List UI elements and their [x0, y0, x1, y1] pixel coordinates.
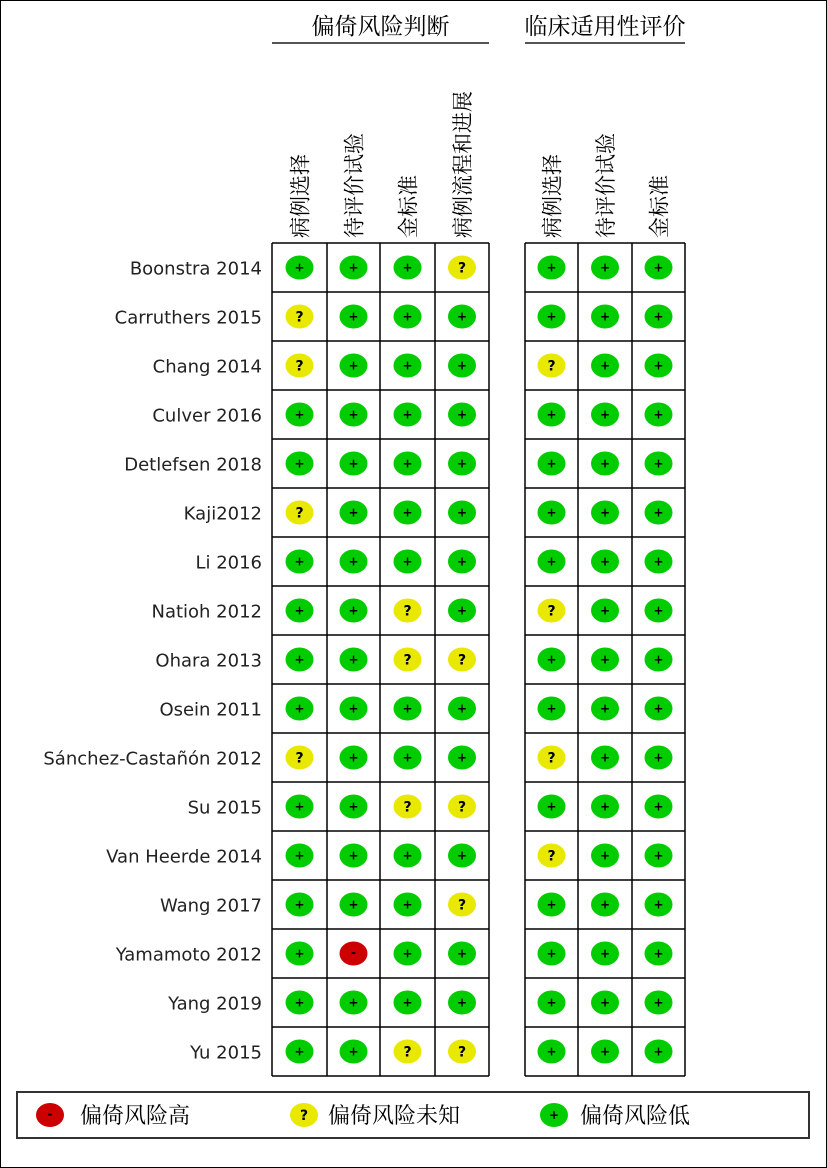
cell-1-0-2-symbol: + — [402, 309, 413, 324]
column-header-0-2: 金标准 — [396, 175, 421, 238]
cell-4-0-3-symbol: + — [456, 456, 468, 471]
cell-14-1-0-symbol: + — [546, 946, 557, 961]
column-header-1-0: 病例选择 — [540, 154, 565, 238]
legend-high-symbol: - — [47, 1107, 53, 1121]
column-header-1-1: 待评价试验 — [594, 133, 618, 238]
study-label: Su 2015 — [187, 797, 262, 819]
cell-1-0-1-symbol: + — [348, 309, 359, 324]
cell-16-1-0-symbol: + — [546, 1044, 557, 1059]
study-label: Li 2016 — [195, 552, 262, 574]
study-label: Wang 2017 — [159, 895, 262, 917]
cell-5-0-1-symbol: + — [348, 505, 359, 520]
column-header-0-3: 病例流程和进展 — [451, 91, 475, 238]
cell-16-1-1-symbol: + — [599, 1044, 611, 1059]
cell-7-0-0-symbol: + — [294, 603, 305, 618]
cell-14-0-3-symbol: + — [456, 946, 468, 961]
cell-1-1-1-symbol: + — [599, 309, 611, 324]
study-label: Detlefsen 2018 — [124, 454, 262, 476]
cell-0-1-1-symbol: + — [599, 260, 611, 275]
cell-3-1-0-symbol: + — [546, 407, 557, 422]
cell-3-1-1-symbol: + — [599, 407, 611, 422]
cell-2-0-0-symbol: ? — [295, 358, 304, 375]
cell-9-0-3-symbol: + — [456, 701, 468, 716]
cell-6-1-2-symbol: + — [653, 554, 664, 569]
cell-5-1-0-symbol: + — [546, 505, 557, 520]
cell-3-0-1-symbol: + — [348, 407, 359, 422]
cell-9-1-1-symbol: + — [599, 701, 611, 716]
cell-5-0-0-symbol: ? — [295, 505, 304, 522]
cell-3-0-3-symbol: + — [456, 407, 468, 422]
cell-7-1-2-symbol: + — [653, 603, 664, 618]
cell-9-0-2-symbol: + — [402, 701, 413, 716]
cell-10-0-1-symbol: + — [348, 750, 359, 765]
cell-13-0-3-symbol: ? — [457, 897, 467, 914]
cell-6-0-2-symbol: + — [402, 554, 413, 569]
cell-4-1-1-symbol: + — [599, 456, 611, 471]
cell-0-0-1-symbol: + — [348, 260, 359, 275]
legend-unclear-symbol: ? — [299, 1108, 309, 1124]
cell-12-0-1-symbol: + — [348, 848, 359, 863]
cell-10-0-3-symbol: + — [456, 750, 468, 765]
study-label: Yu 2015 — [190, 1042, 262, 1064]
cell-11-1-0-symbol: + — [546, 799, 557, 814]
cell-8-1-1-symbol: + — [599, 652, 611, 667]
cell-2-0-2-symbol: + — [402, 358, 413, 373]
cell-12-0-3-symbol: + — [456, 848, 468, 863]
cell-7-0-2-symbol: ? — [403, 603, 412, 620]
cell-4-0-1-symbol: + — [348, 456, 359, 471]
cell-8-0-2-symbol: ? — [403, 652, 412, 669]
cell-10-1-0-symbol: ? — [547, 750, 556, 767]
cell-1-0-0-symbol: ? — [295, 309, 304, 326]
legend-label-unclear: 偏倚风险未知 — [328, 1104, 461, 1129]
cell-7-0-1-symbol: + — [348, 603, 359, 618]
column-header-0-0: 病例选择 — [288, 154, 313, 238]
cell-15-0-0-symbol: + — [294, 995, 305, 1010]
cell-3-1-2-symbol: + — [653, 407, 664, 422]
cell-14-0-2-symbol: + — [402, 946, 413, 961]
cell-11-1-1-symbol: + — [599, 799, 611, 814]
cell-8-1-2-symbol: + — [653, 652, 664, 667]
cell-11-1-2-symbol: + — [653, 799, 664, 814]
cell-15-0-1-symbol: + — [348, 995, 359, 1010]
study-label: Van Heerde 2014 — [106, 846, 262, 868]
cell-15-0-2-symbol: + — [402, 995, 413, 1010]
cell-8-0-1-symbol: + — [348, 652, 359, 667]
cell-12-0-0-symbol: + — [294, 848, 305, 863]
cell-14-0-0-symbol: + — [294, 946, 305, 961]
column-header-0-1: 待评价试验 — [342, 133, 367, 238]
cell-16-0-3-symbol: ? — [457, 1044, 467, 1061]
study-label: Kaji2012 — [183, 503, 262, 525]
cell-2-1-1-symbol: + — [599, 358, 611, 373]
cell-8-0-0-symbol: + — [294, 652, 305, 667]
cell-6-0-1-symbol: + — [348, 554, 359, 569]
legend-label-low: 偏倚风险低 — [580, 1104, 691, 1129]
cell-16-0-1-symbol: + — [348, 1044, 359, 1059]
cell-15-1-1-symbol: + — [599, 995, 611, 1010]
cell-11-0-1-symbol: + — [348, 799, 359, 814]
study-label: Culver 2016 — [152, 405, 262, 427]
cell-0-0-2-symbol: + — [402, 260, 413, 275]
cell-12-1-0-symbol: ? — [547, 848, 556, 865]
cell-16-0-0-symbol: + — [294, 1044, 305, 1059]
cell-7-1-1-symbol: + — [599, 603, 611, 618]
cell-5-0-3-symbol: + — [456, 505, 468, 520]
cell-8-1-0-symbol: + — [546, 652, 557, 667]
cell-2-1-2-symbol: + — [653, 358, 664, 373]
cell-7-0-3-symbol: + — [456, 603, 468, 618]
cell-10-1-2-symbol: + — [653, 750, 664, 765]
study-label: Ohara 2013 — [155, 650, 262, 672]
cell-4-0-2-symbol: + — [402, 456, 413, 471]
group-title-0: 偏倚风险判断 — [311, 14, 450, 40]
cell-15-1-0-symbol: + — [546, 995, 557, 1010]
cell-4-0-0-symbol: + — [294, 456, 305, 471]
cell-11-0-2-symbol: ? — [403, 799, 412, 816]
cell-6-0-3-symbol: + — [456, 554, 468, 569]
cell-9-0-1-symbol: + — [348, 701, 359, 716]
cell-1-1-2-symbol: + — [653, 309, 664, 324]
column-header-1-2: 金标准 — [647, 175, 672, 238]
cell-16-0-2-symbol: ? — [403, 1044, 412, 1061]
study-label: Carruthers 2015 — [114, 307, 262, 329]
study-label: Boonstra 2014 — [129, 258, 262, 280]
cell-0-0-3-symbol: ? — [457, 260, 467, 277]
cell-6-0-0-symbol: + — [294, 554, 305, 569]
cell-13-0-0-symbol: + — [294, 897, 305, 912]
cell-16-1-2-symbol: + — [653, 1044, 664, 1059]
cell-12-0-2-symbol: + — [402, 848, 413, 863]
cell-1-1-0-symbol: + — [546, 309, 557, 324]
cell-3-0-0-symbol: + — [294, 407, 305, 422]
study-label: Osein 2011 — [159, 699, 262, 721]
legend-low-symbol: + — [548, 1108, 560, 1122]
study-label: Natioh 2012 — [151, 601, 262, 623]
cell-8-0-3-symbol: ? — [457, 652, 467, 669]
cell-5-1-1-symbol: + — [599, 505, 611, 520]
cell-14-1-1-symbol: + — [599, 946, 611, 961]
cell-6-1-1-symbol: + — [599, 554, 611, 569]
cell-6-1-0-symbol: + — [546, 554, 557, 569]
cell-11-0-0-symbol: + — [294, 799, 305, 814]
cell-13-1-1-symbol: + — [599, 897, 611, 912]
study-label: Yamamoto 2012 — [115, 944, 262, 966]
cell-11-0-3-symbol: ? — [457, 799, 467, 816]
cell-1-0-3-symbol: + — [456, 309, 468, 324]
cell-3-0-2-symbol: + — [402, 407, 413, 422]
cell-10-1-1-symbol: + — [599, 750, 611, 765]
study-label: Sánchez-Castañón 2012 — [43, 748, 262, 770]
cell-9-1-2-symbol: + — [653, 701, 664, 716]
cell-9-1-0-symbol: + — [546, 701, 557, 716]
cell-13-0-1-symbol: + — [348, 897, 359, 912]
cell-13-1-2-symbol: + — [653, 897, 664, 912]
study-label: Chang 2014 — [152, 356, 262, 378]
cell-2-0-1-symbol: + — [348, 358, 359, 373]
legend-label-high: 偏倚风险高 — [80, 1104, 191, 1129]
cell-13-0-2-symbol: + — [402, 897, 413, 912]
cell-0-1-2-symbol: + — [653, 260, 664, 275]
study-label: Yang 2019 — [168, 993, 262, 1015]
cell-0-0-0-symbol: + — [294, 260, 305, 275]
cell-2-0-3-symbol: + — [456, 358, 468, 373]
cell-15-0-3-symbol: + — [456, 995, 468, 1010]
cell-12-1-1-symbol: + — [599, 848, 611, 863]
cell-2-1-0-symbol: ? — [547, 358, 556, 375]
cell-10-0-0-symbol: ? — [295, 750, 304, 767]
cell-13-1-0-symbol: + — [546, 897, 557, 912]
cell-14-1-2-symbol: + — [653, 946, 664, 961]
group-title-1: 临床适用性评价 — [524, 14, 686, 40]
cell-12-1-2-symbol: + — [653, 848, 664, 863]
cell-15-1-2-symbol: + — [653, 995, 664, 1010]
cell-4-1-2-symbol: + — [653, 456, 664, 471]
cell-5-1-2-symbol: + — [653, 505, 664, 520]
cell-7-1-0-symbol: ? — [547, 603, 556, 620]
cell-9-0-0-symbol: + — [294, 701, 305, 716]
cell-5-0-2-symbol: + — [402, 505, 413, 520]
cell-10-0-2-symbol: + — [402, 750, 413, 765]
cell-0-1-0-symbol: + — [546, 260, 557, 275]
cell-4-1-0-symbol: + — [546, 456, 557, 471]
cell-14-0-1-symbol: - — [351, 945, 356, 960]
